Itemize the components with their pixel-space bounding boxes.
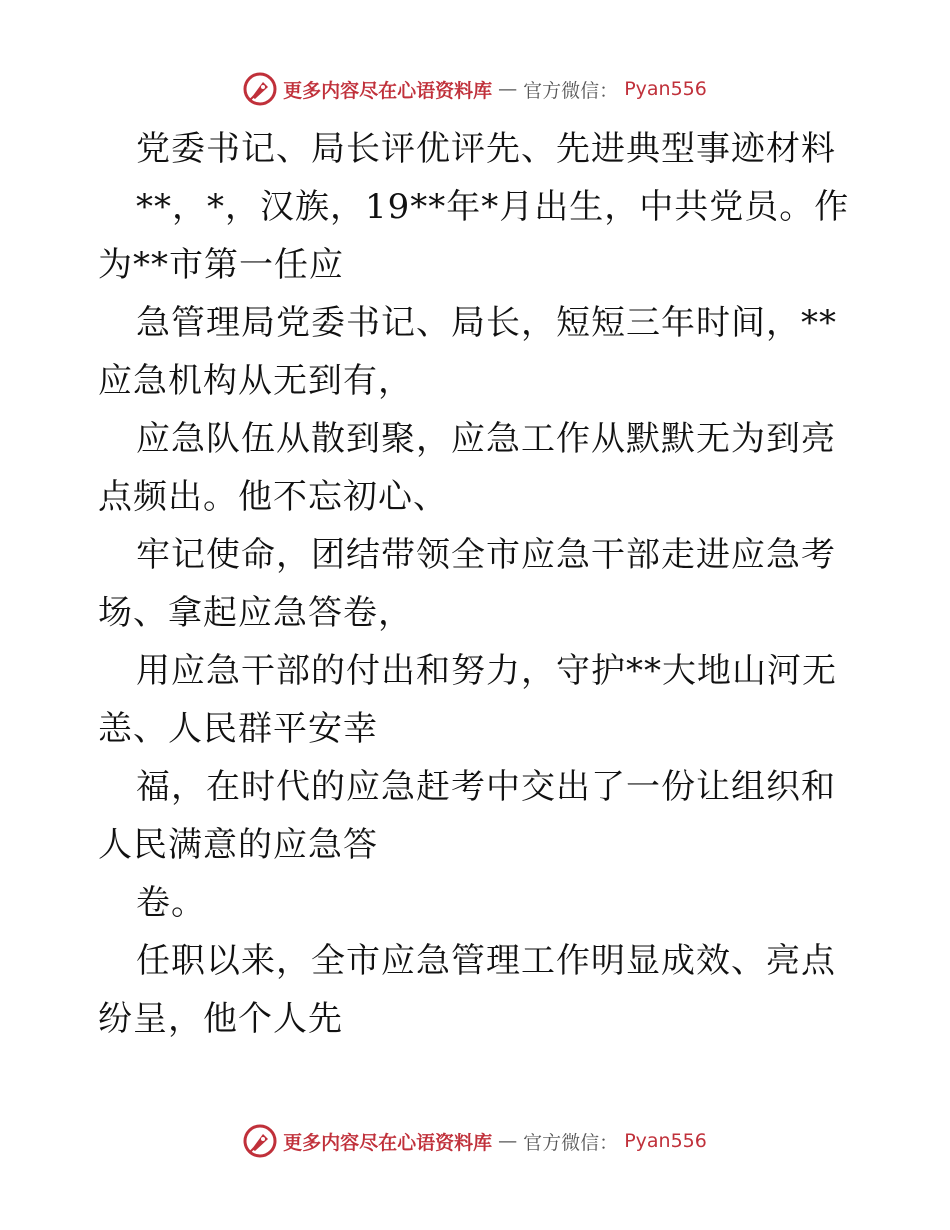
footer-wechat-label: 官方微信： [523,1131,619,1154]
header-separator: — [498,78,518,100]
footer-wechat-id: Pyan556 [624,1130,707,1152]
paragraph: 卷。 [136,883,206,923]
paragraph: 福，在时代的应急赶考中交出了一份让组织和人民满意的应急答 [98,767,836,865]
paragraph: 牢记使命，团结带领全市应急干部走进应急考场、拿起应急答卷， [98,535,836,633]
document-body [98,120,858,1048]
paragraph: 应急队伍从散到聚，应急工作从默默无为到亮点频出。他不忘初心、 [98,419,836,517]
header-brand-text: 更多内容尽在心语资料库 [283,79,493,102]
header-wechat-label: 官方微信： [523,79,619,102]
footer-banner [0,1124,950,1158]
footer-separator: — [498,1130,518,1152]
footer-brand-text: 更多内容尽在心语资料库 [283,1131,493,1154]
header-wechat-id: Pyan556 [624,78,707,100]
pen-nib-logo-icon [243,72,277,106]
paragraph: 用应急干部的付出和努力，守护**大地山河无恙、人民群平安幸 [98,651,837,749]
document-title: 党委书记、局长评优评先、先进典型事迹材料 [136,129,836,169]
paragraph: **，*，汉族，19**年*月出生，中共党员。作为**市第一任应 [98,187,850,285]
paragraph: 急管理局党委书记、局长，短短三年时间，**应急机构从无到有， [98,303,837,401]
pen-nib-logo-icon [243,1124,277,1158]
paragraph: 任职以来，全市应急管理工作明显成效、亮点纷呈，他个人先 [98,941,836,1039]
header-banner [0,72,950,106]
